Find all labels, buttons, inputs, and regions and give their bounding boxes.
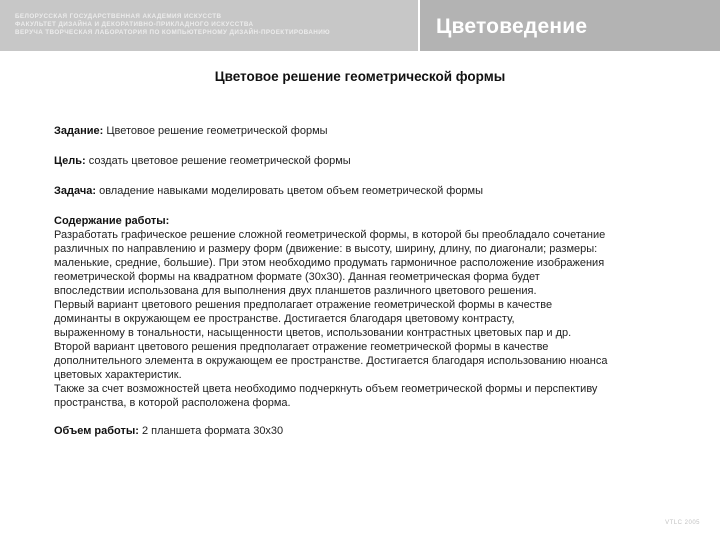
volume-label: Объем работы: <box>54 425 139 437</box>
goal-label: Цель: <box>54 155 86 167</box>
content-line: доминанты в окружающем ее пространстве. Достигается благодаря цветовому контрасту, <box>54 313 515 325</box>
content-line: различных по направлению и размеру форм (движение: в высоту, ширину, длину, по диагонали; размеры: <box>54 243 598 255</box>
institution-line: ВЕРУЧА ТВОРЧЕСКАЯ ЛАБОРАТОРИЯ ПО КОМПЬЮТЕРНОМУ ДИЗАЙН-ПРОЕКТИРОВАНИЮ <box>15 29 331 36</box>
slide-title: Цветовое решение геометрической формы <box>214 69 506 84</box>
slide-content <box>54 124 666 438</box>
task-label: Задание: <box>54 125 104 137</box>
volume-value: 2 планшета формата 30х30 <box>138 425 284 437</box>
institution-block <box>0 0 418 51</box>
goal-value: создать цветовое решение геометрической формы <box>85 155 351 167</box>
content-line: выраженному в тональности, насыщенности цветов, использовании контрастных цветовых пар и др. <box>54 327 572 339</box>
objective-value: овладение навыками моделировать цветом объем геометрической формы <box>96 185 484 197</box>
goal-paragraph <box>54 154 666 168</box>
content-line: Также за счет возможностей цвета необходимо подчеркнуть объем геометрической формы и перспективу <box>54 383 598 395</box>
content-line: геометрической формы на квадратном формате (30х30). Данная геометрическая форма будет <box>54 271 540 283</box>
content-heading <box>54 214 666 228</box>
objective-label: Задача: <box>54 185 97 197</box>
content-line: Разработать графическое решение сложной геометрической формы, в которой бы преобладало сочетание <box>54 229 606 241</box>
institution-line: ФАКУЛЬТЕТ ДИЗАЙНА И ДЕКОРАТИВНО-ПРИКЛАДНОГО ИСКУССТВА <box>15 21 254 28</box>
course-title-block <box>420 0 720 51</box>
content-line: Первый вариант цветового решения предполагает отражение геометрической формы в качестве <box>54 299 553 311</box>
content-line: Второй вариант цветового решения предполагает отражение геометрической формы в качестве <box>54 341 549 353</box>
content-label: Содержание работы: <box>54 215 170 227</box>
footer-mark: VTLC 2005 <box>665 520 700 526</box>
course-title: Цветоведение <box>436 15 588 38</box>
task-value: Цветовое решение геометрической формы <box>103 125 328 137</box>
content-line: дополнительного элемента в окружающем ее пространстве. Достигается благодаря использованию нюанса <box>54 355 608 367</box>
volume-paragraph <box>54 424 666 438</box>
institution-line: БЕЛОРУССКАЯ ГОСУДАРСТВЕННАЯ АКАДЕМИЯ ИСКУССТВ <box>15 13 222 20</box>
content-line: маленькие, средние, большие). При этом необходимо продумать гармоничное расположение изображения <box>54 257 605 269</box>
content-line: пространства, в которой расположена форма. <box>54 397 291 409</box>
content-body <box>54 228 666 410</box>
objective-paragraph <box>54 184 666 198</box>
task-paragraph <box>54 124 666 138</box>
content-line: цветовых характеристик. <box>54 369 182 381</box>
content-line: впоследствии использована для выполнения двух планшетов различного цветового решения. <box>54 285 537 297</box>
header-bar <box>0 0 720 51</box>
